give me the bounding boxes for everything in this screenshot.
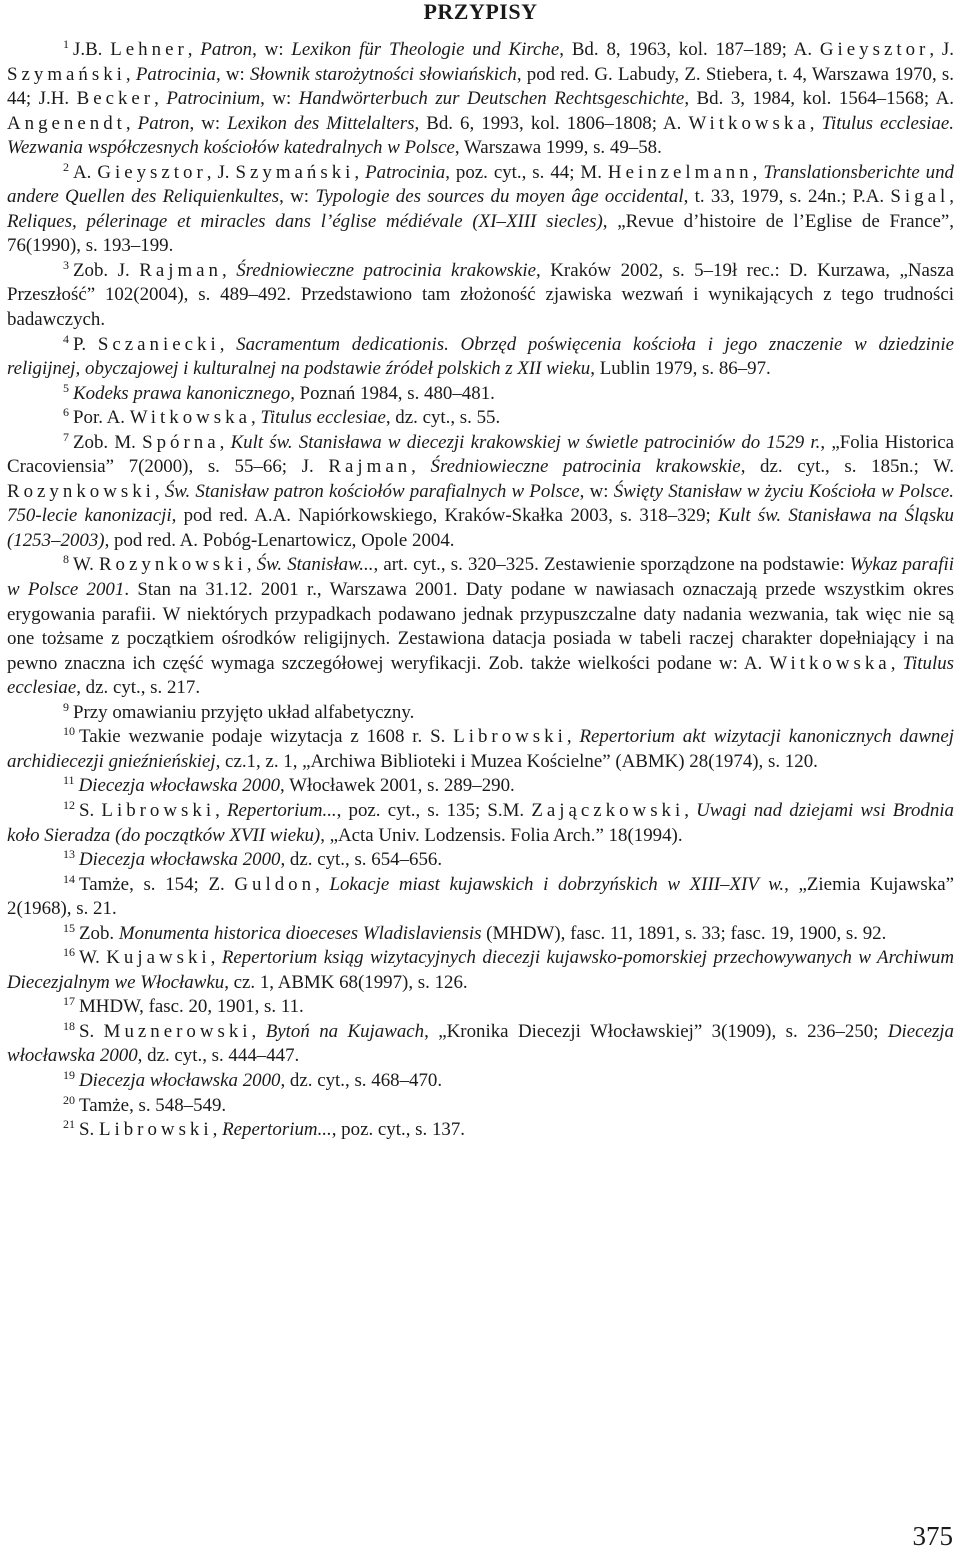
footnote-text: , Włocławek 2001, s. 289–290.: [280, 775, 515, 797]
footnote-text: , pod red. G. Labudy, Z. Stiebera, t. 4, Warszawa 1970, s. 44; J.H.: [7, 63, 955, 110]
author-name: Librowski: [453, 726, 567, 748]
footnote-text: . Stan na 31.12. 2001 r., Warszawa 2001. Daty podane w nawiasach oznaczają przede wszystkim okres erygowania parafii. W niektórych przypadkach podawano jednak przypuszczalne daty nadania wezwania, tak więc nie są one tożsame z początkiem ośrodków religijnych. Zestawiona datacja posiada w tabeli raczej charakter dopełniający i na pewno znaczna ich część wymaga szczegółowej weryfikacji. Zob. także wielkości podane w: A.: [7, 579, 954, 674]
footnote-number: 21: [63, 1117, 75, 1132]
footnote-20: [7, 1094, 954, 1119]
footnote-4: [7, 333, 954, 382]
author-name: Witkowska: [688, 112, 810, 134]
footnote-text: , poz. cyt., s. 44; M.: [445, 161, 608, 183]
footnote-6: [7, 406, 954, 431]
footnote-text: , art. cyt., s. 320–325. Zestawienie sporządzone na podstawie:: [373, 554, 850, 576]
footnote-2: [7, 161, 954, 259]
footnote-text: ,: [251, 407, 261, 429]
footnote-text: , „Ziemia Kujawska” 2(1968), s. 21.: [7, 873, 954, 920]
footnotes-list: [7, 38, 954, 1143]
footnote-number: 19: [63, 1067, 75, 1082]
footnote-11: [7, 774, 954, 799]
footnote-text: , poz. cyt., s. 135; S.M.: [336, 799, 532, 821]
footnote-text: , dz. cyt., s. 55.: [385, 407, 501, 429]
footnote-13: [7, 848, 954, 873]
footnote-text: ,: [246, 554, 257, 576]
author-name: Szymański: [235, 161, 355, 183]
footnote-text: ,: [125, 63, 136, 85]
italic-title: Titulus ecclesiae: [260, 407, 386, 429]
italic-title: Patrocinia: [135, 63, 216, 85]
footnote-text: ,: [809, 112, 822, 134]
footnote-number: 1: [63, 37, 69, 51]
footnote-text: , pod red. A. Pobóg-Lenartowicz, Opole 2004.: [104, 529, 455, 551]
footnote-text: , J.: [929, 39, 955, 60]
italic-title: Uwagi nad dziejami wsi Brodnia koło Sieradza (do początków XVII wieku): [7, 799, 954, 846]
author-name: Sigal: [890, 186, 950, 208]
footnote-text: ,: [187, 39, 201, 60]
footnote-text: ,: [752, 161, 764, 183]
footnote-text: , Bd. 6, 1993, kol. 1806–1808; A.: [414, 112, 689, 134]
author-name: Angenendt: [7, 112, 126, 134]
italic-title: Diecezja włocławska 2000: [7, 1020, 954, 1067]
italic-title: Bytoń na Kujawach: [265, 1020, 425, 1042]
footnote-number: 11: [63, 773, 75, 788]
footnote-text: (MHDW), fasc. 11, 1891, s. 33; fasc. 19, 1900, s. 92.: [481, 922, 887, 944]
author-name: Sczaniecki: [97, 333, 220, 355]
italic-title: Reliques, pélerinage et miracles dans l’église médiévale (XI–XIII siecles): [7, 210, 603, 232]
footnote-text: ,: [154, 88, 167, 110]
footnote-number: 8: [63, 552, 69, 567]
footnote-12: [7, 799, 954, 848]
page-number: 375: [912, 1521, 953, 1551]
author-name: Rozynkowski: [98, 554, 247, 576]
italic-title: Święty Stanisław w życiu Kościoła w Polsce. 750-lecie kanonizacji: [7, 480, 954, 527]
italic-title: Patron: [137, 112, 190, 134]
footnote-number: 18: [63, 1018, 75, 1033]
footnote-10: [7, 725, 954, 774]
author-name: Gieysztor: [819, 39, 930, 60]
footnote-number: 5: [63, 380, 69, 395]
italic-title: Diecezja włocławska 2000: [79, 849, 281, 871]
footnote-text: , w:: [189, 112, 228, 134]
page-heading: PRZYPISY: [423, 0, 538, 24]
footnote-text: ,: [411, 456, 431, 478]
author-name: Witkowska: [769, 652, 891, 674]
italic-title: Średniowieczne patrocinia krakowskie: [236, 259, 537, 281]
footnote-text: , w:: [215, 63, 250, 85]
footnote-8: [7, 553, 954, 700]
author-name: Witkowska: [129, 407, 251, 429]
footnote-text: , Bd. 8, 1963, kol. 187–189; A.: [559, 39, 820, 60]
author-name: Rajman: [328, 456, 412, 478]
footnote-text: Por. A.: [73, 407, 130, 429]
footnote-text: , „Acta Univ. Lodzensis. Folia Arch.” 18(1994).: [320, 824, 683, 846]
italic-title: Wykaz parafii w Polsce 2001: [7, 554, 954, 601]
italic-title: Patron: [200, 39, 253, 60]
footnote-text: Przy omawianiu przyjęto układ alfabetyczny.: [73, 701, 415, 723]
footnote-number: 20: [63, 1092, 75, 1107]
footnote-text: , w:: [252, 39, 292, 60]
footnote-1: [7, 38, 954, 161]
document-page: [7, 0, 954, 1143]
italic-title: Repertorium...: [222, 1119, 332, 1141]
footnote-number: 12: [63, 797, 75, 812]
author-name: Muznerowski: [103, 1020, 252, 1042]
footnote-text: , cz. 1, ABMK 68(1997), s. 126.: [224, 971, 468, 993]
footnote-text: W.: [79, 947, 107, 969]
footnote-number: 16: [63, 945, 75, 960]
footnote-text: , J.: [206, 161, 236, 183]
italic-title: Titulus ecclesiae. Wezwania współczesnych kościołów katedralnych w Polsce: [7, 112, 954, 159]
footnote-text: , w:: [579, 480, 614, 502]
footnote-text: Tamże, s. 154; Z.: [79, 873, 235, 895]
footnote-text: S.: [79, 799, 102, 821]
footnote-text: , „Kronika Diecezji Włocławskiej” 3(1909), s. 236–250;: [424, 1020, 888, 1042]
footnote-number: 14: [63, 871, 75, 886]
author-name: Rajman: [139, 259, 222, 281]
footnote-text: ,: [154, 480, 165, 502]
footnote-number: 10: [63, 724, 75, 739]
footnote-text: J.B.: [73, 39, 111, 60]
italic-title: Patrocinia: [365, 161, 446, 183]
italic-title: Średniowieczne patrocinia krakowskie: [430, 456, 741, 478]
footnote-text: , Lublin 1979, s. 86–97.: [590, 358, 771, 380]
footnote-text: ,: [215, 799, 227, 821]
footnote-text: ,: [684, 799, 697, 821]
footnote-19: [7, 1069, 954, 1094]
footnote-text: Zob. M.: [73, 431, 143, 453]
italic-title: Monumenta historica dioeceses Wladislaviensis: [118, 922, 482, 944]
italic-title: Św. Stanisław patron kościołów parafialnych w Polsce: [164, 480, 580, 502]
italic-title: Słownik starożytności słowiańskich: [250, 63, 517, 85]
footnote-17: [7, 995, 954, 1020]
footnote-14: [7, 873, 954, 922]
footnote-text: ,: [210, 947, 222, 969]
author-name: Zajączkowski: [531, 799, 685, 821]
footnote-number: 17: [63, 994, 75, 1009]
footnote-text: , t. 33, 1979, s. 24n.; P.A.: [683, 186, 891, 208]
footnote-text: A.: [73, 161, 98, 183]
italic-title: Lexikon für Theologie und Kirche: [291, 39, 560, 60]
footnote-text: , Poznań 1984, s. 480–481.: [290, 382, 495, 404]
italic-title: Kult św. Stanisława w diecezji krakowskiej w świetle patrociniów do 1529 r.: [230, 431, 821, 453]
footnote-text: S.: [79, 1020, 104, 1042]
footnote-text: MHDW, fasc. 20, 1901, s. 11.: [79, 996, 304, 1018]
footnote-text: W.: [73, 554, 99, 576]
footnote-number: 7: [63, 429, 69, 444]
italic-title: Titulus ecclesiae: [7, 652, 954, 699]
footnote-text: , „Revue d’histoire de l’Eglise de France”, 76(1990), s. 193–199.: [7, 210, 954, 257]
footnote-text: , Warszawa 1999, s. 49–58.: [454, 137, 662, 159]
footnote-text: , „Folia Historica Cracoviensia” 7(2000), s. 55–66; J.: [7, 431, 954, 478]
footnote-text: , pod red. A.A. Napiórkowskiego, Kraków-Skałka 2003, s. 318–329;: [171, 505, 719, 527]
footnote-text: , cz.1, z. 1, „Archiwa Biblioteki i Muzea Kościelne” (ABMK) 28(1974), s. 120.: [215, 750, 818, 772]
italic-title: Patrocinium: [166, 88, 261, 110]
footnote-number: 2: [63, 159, 69, 174]
author-name: Spórna: [142, 431, 220, 453]
footnote-text: ,: [221, 259, 237, 281]
italic-title: Translationsberichte und andere Quellen des Reliquienkultes: [7, 161, 955, 208]
footnote-text: ,: [315, 873, 330, 895]
author-name: Szymański: [7, 63, 126, 85]
footnote-number: 6: [63, 405, 69, 420]
italic-title: Kodeks prawa kanonicznego: [73, 382, 291, 404]
author-name: Kujawski: [106, 947, 211, 969]
italic-title: Kult św. Stanisława na Śląsku (1253–2003): [7, 505, 954, 551]
footnote-text: , w:: [279, 186, 316, 208]
footnote-text: , dz. cyt., s. 217.: [76, 677, 201, 699]
footnote-text: , dz. cyt., s. 654–656.: [280, 849, 443, 871]
footnote-text: , dz. cyt., s. 185n.; W.: [740, 456, 955, 478]
footnote-number: 4: [63, 331, 69, 346]
footnote-text: P.: [73, 333, 98, 355]
footnote-text: ,: [566, 726, 580, 748]
footnote-15: [7, 922, 954, 947]
footnote-text: , dz. cyt., s. 468–470.: [280, 1069, 443, 1091]
footnote-text: , Bd. 3, 1984, kol. 1564–1568; A.: [684, 88, 954, 110]
italic-title: Diecezja włocławska 2000: [78, 775, 281, 797]
footnote-text: Takie wezwanie podaje wizytacja z 1608 r. S.: [79, 726, 454, 748]
footnote-text: ,: [212, 1119, 223, 1141]
italic-title: Diecezja włocławska 2000: [79, 1069, 281, 1091]
italic-title: Typologie des sources du moyen âge occidental: [315, 186, 684, 208]
author-name: Becker: [76, 88, 155, 110]
italic-title: Handwörterbuch zur Deutschen Rechtsgeschichte: [298, 88, 685, 110]
footnote-text: ,: [949, 186, 954, 208]
author-name: Rozynkowski: [7, 480, 155, 502]
footnote-9: [7, 701, 954, 726]
footnote-text: ,: [125, 112, 138, 134]
author-name: Librowski: [101, 799, 216, 821]
footnote-text: Zob. J.: [73, 259, 140, 281]
footnote-text: Zob.: [79, 922, 119, 944]
footnote-number: 3: [63, 257, 69, 272]
italic-title: Św. Stanisław...: [256, 554, 374, 576]
footnote-18: [7, 1020, 954, 1069]
author-name: Guldon: [234, 873, 316, 895]
footnote-text: ,: [219, 333, 237, 355]
footnote-text: , dz. cyt., s. 444–447.: [137, 1045, 300, 1067]
italic-title: Lexikon des Mittelalters: [227, 112, 415, 134]
footnote-16: [7, 946, 954, 995]
footnote-number: 15: [63, 920, 75, 935]
footnote-text: ,: [219, 431, 231, 453]
author-name: Lehner: [110, 39, 188, 60]
italic-title: Repertorium...: [226, 799, 337, 821]
italic-title: Repertorium ksiąg wizytacyjnych diecezji kujawsko-pomorskiej przechowywanych w Archiwum Diecezjalnym we Włocławku: [7, 947, 954, 993]
footnote-number: 9: [63, 699, 69, 714]
footnote-text: , w:: [260, 88, 299, 110]
footnote-7: [7, 431, 954, 554]
italic-title: Sacramentum dedicationis. Obrzęd poświęcenia kościoła i jego znaczenie w dziedzinie religijnej, obyczajowej i kulturalnej na podstawie źródeł polskich z XII wieku: [7, 333, 954, 380]
author-name: Heinzelmann: [607, 161, 753, 183]
footnote-text: , Kraków 2002, s. 5–19ł rec.: D. Kurzawa, „Nasza Przeszłość” 102(2004), s. 489–492. Przedstawiono tam złożoność zjawiska wezwań i wynikających z tego trudności badawczych.: [7, 259, 954, 331]
italic-title: Lokacje miast kujawskich i dobrzyńskich w XIII–XIV w.: [329, 873, 785, 895]
footnote-text: Tamże, s. 548–549.: [79, 1094, 227, 1116]
author-name: Gieysztor: [97, 161, 207, 183]
author-name: Librowski: [98, 1119, 213, 1141]
footnote-text: ,: [354, 161, 366, 183]
footnote-21: [7, 1118, 954, 1143]
footnote-number: 13: [63, 847, 75, 862]
footnote-text: ,: [251, 1020, 266, 1042]
footnote-text: , poz. cyt., s. 137.: [331, 1119, 466, 1141]
footnote-5: [7, 382, 954, 407]
footnote-text: S.: [79, 1119, 99, 1141]
footnote-text: ,: [890, 652, 903, 674]
footnote-3: [7, 259, 954, 333]
italic-title: Repertorium akt wizytacji kanonicznych dawnej archidiecezji gnieźnieńskiej: [7, 726, 954, 772]
